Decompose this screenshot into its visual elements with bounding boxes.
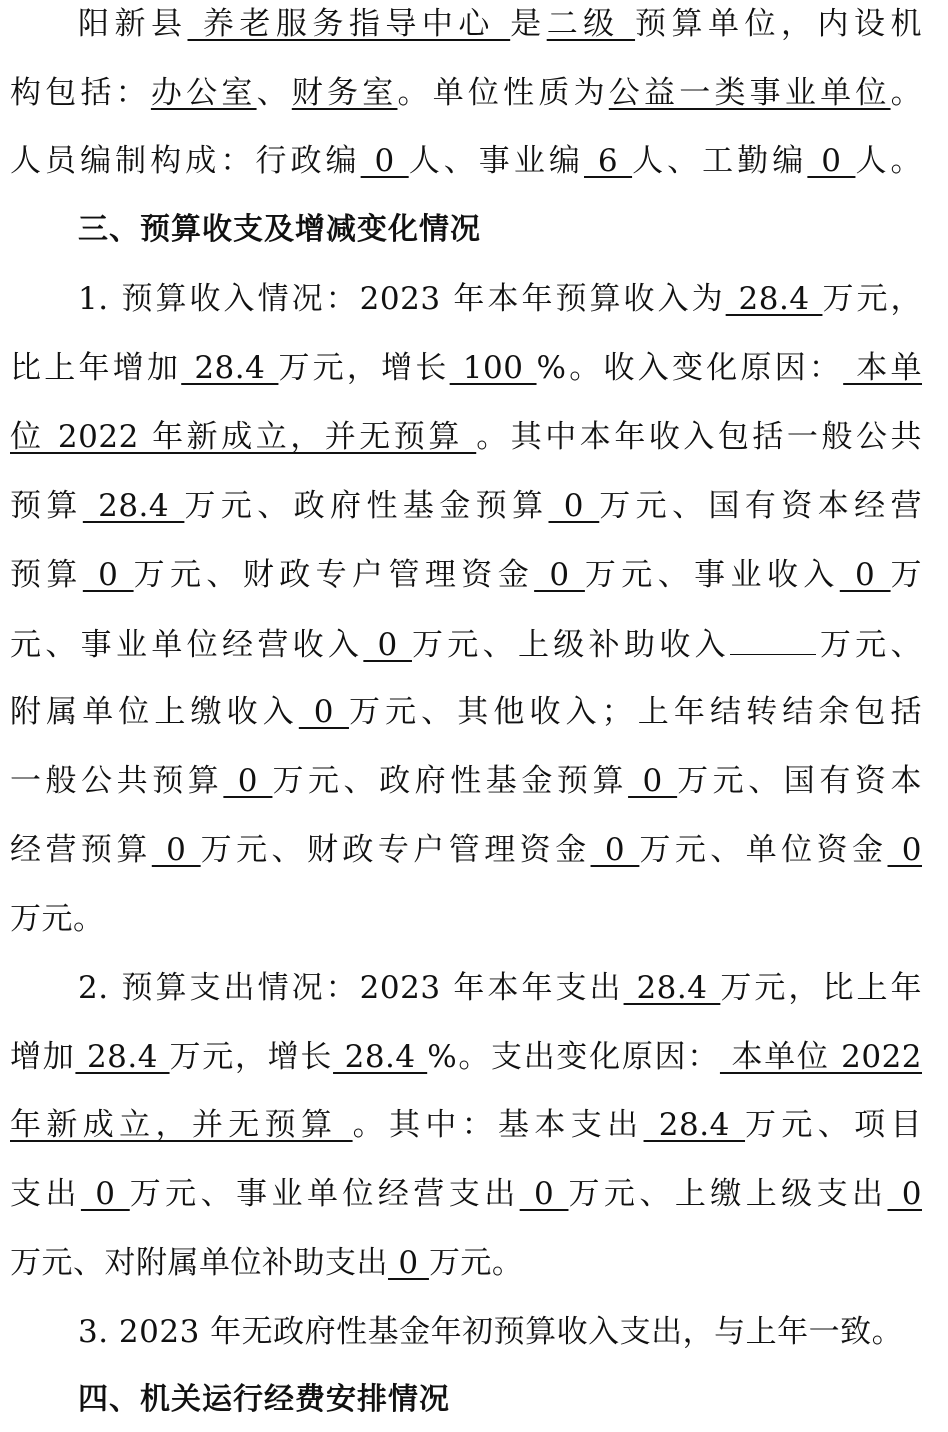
filled-value: 0 [151,832,201,868]
paragraph-line [10,830,922,870]
text: 万元。 [10,901,105,937]
empty-blank [730,624,816,655]
text: 阳新县 [78,6,188,42]
filled-value: 0 [807,143,856,179]
filled-value: 0 [548,488,600,524]
text: 预算 [10,488,83,524]
paragraph-line [10,555,922,595]
text: 万元。 [428,1245,524,1281]
filled-value: 0 [887,832,922,868]
filled-value: 28.4 [643,1107,746,1143]
filled-value: 本单位 2022 [719,1039,922,1075]
text: 万元、财政专户管理资金 [133,557,535,593]
filled-value: 二级 [546,6,636,42]
paragraph-line [78,968,922,1008]
text: 万元，增长 [278,350,450,386]
text: %。收入变化原因： [536,350,844,386]
text: 万元、国有资本经营 [599,488,922,524]
text: 。 [890,75,922,111]
text: 万元、上级补助收入 [411,627,730,663]
text: 。其中本年收入包括一般公共 [476,419,922,455]
filled-value: 28.4 [181,350,279,386]
text: 万元、国有资本 [677,763,922,799]
paragraph-line [78,4,922,44]
section-heading: 四、机关运行经费安排情况 [78,1382,450,1417]
filled-value: 养老服务指导中心 [187,6,511,42]
paragraph-line [10,692,922,732]
text: 经营预算 [10,832,152,868]
text: 人、事业编 [408,143,584,179]
text: 万元， [822,281,922,317]
filled-value: 0 [519,1176,569,1212]
text: 万元、政府性基金预算 [272,763,629,799]
paragraph-line [10,624,922,664]
text: 构包括： [10,75,151,111]
filled-value: 28.4 [623,970,721,1006]
filled-value: 0 [298,694,349,730]
paragraph-line [78,1312,922,1352]
filled-value: 年新成立，并无预算 [10,1107,353,1143]
text: 增加 [10,1039,76,1075]
filled-value: 0 [534,557,585,593]
filled-value: 办公室 [150,75,257,111]
filled-value: 28.4 [333,1039,428,1075]
text: 、 [256,75,292,111]
text: 万元、 [816,627,922,663]
text: 3. 2023 年无政府性基金年初预算收入支出，与上年一致。 [78,1314,904,1350]
paragraph-line [10,1174,922,1214]
filled-value: 28.4 [75,1039,170,1075]
text: 2. 预算支出情况：2023 年本年支出 [78,970,624,1006]
text: 万元、事业单位经营支出 [129,1176,520,1212]
paragraph-line [10,1243,922,1283]
text: 万元、上缴上级支出 [568,1176,888,1212]
filled-value: 0 [82,557,134,593]
text: 万 [890,557,922,593]
text: 人员编制构成：行政编 [10,143,361,179]
text: 万元、项目 [745,1107,922,1143]
filled-value: 0 [839,557,891,593]
paragraph-line [10,486,922,526]
text: 万元、事业收入 [584,557,840,593]
text: 万元、单位资金 [639,832,888,868]
text: 万元、财政专户管理资金 [200,832,591,868]
filled-value: 位 2022 年新成立，并无预算 [10,419,477,455]
filled-value: 28.4 [82,488,185,524]
paragraph-line [10,1037,922,1077]
text: 支出 [10,1176,81,1212]
text: 万元、对附属单位补助支出 [10,1245,388,1281]
text: 预算单位，内设机 [635,6,922,42]
paragraph-line [10,761,922,801]
filled-value: 财务室 [291,75,398,111]
text: 万元，增长 [169,1039,334,1075]
paragraph-line [10,899,922,939]
text: 比上年增加 [10,350,182,386]
text: 预算 [10,557,83,593]
text: %。支出变化原因： [427,1039,720,1075]
text: 人、工勤编 [632,143,808,179]
paragraph-line [10,141,922,181]
text: 万元、其他收入；上年结转结余包括 [348,694,922,730]
paragraph-line [10,417,922,457]
text: 一般公共预算 [10,763,224,799]
paragraph-line [10,348,922,388]
filled-value: 100 [449,350,537,386]
filled-value: 0 [388,1245,429,1281]
filled-value: 公益一类事业单位 [608,75,891,111]
text: 万元，比上年 [720,970,922,1006]
filled-value: 0 [223,763,273,799]
filled-value: 28.4 [725,281,823,317]
filled-value: 0 [590,832,640,868]
paragraph-line [10,1105,922,1145]
text: 人。 [855,143,922,179]
paragraph-line [10,73,922,113]
text: 1. 预算收入情况：2023 年本年预算收入为 [78,281,726,317]
filled-value: 0 [628,763,678,799]
text: 。其中：基本支出 [352,1107,644,1143]
filled-value: 6 [584,143,633,179]
text: 是 [510,6,547,42]
text: 附属单位上缴收入 [10,694,299,730]
section-heading: 三、预算收支及增减变化情况 [78,212,481,247]
filled-value: 本单 [843,350,922,386]
filled-value: 0 [80,1176,130,1212]
paragraph-line [78,279,922,319]
filled-value: 0 [887,1176,922,1212]
text: 万元、政府性基金预算 [184,488,549,524]
filled-value: 0 [360,143,409,179]
text: 元、事业单位经营收入 [10,627,364,663]
text: 。单位性质为 [397,75,609,111]
filled-value: 0 [363,627,412,663]
